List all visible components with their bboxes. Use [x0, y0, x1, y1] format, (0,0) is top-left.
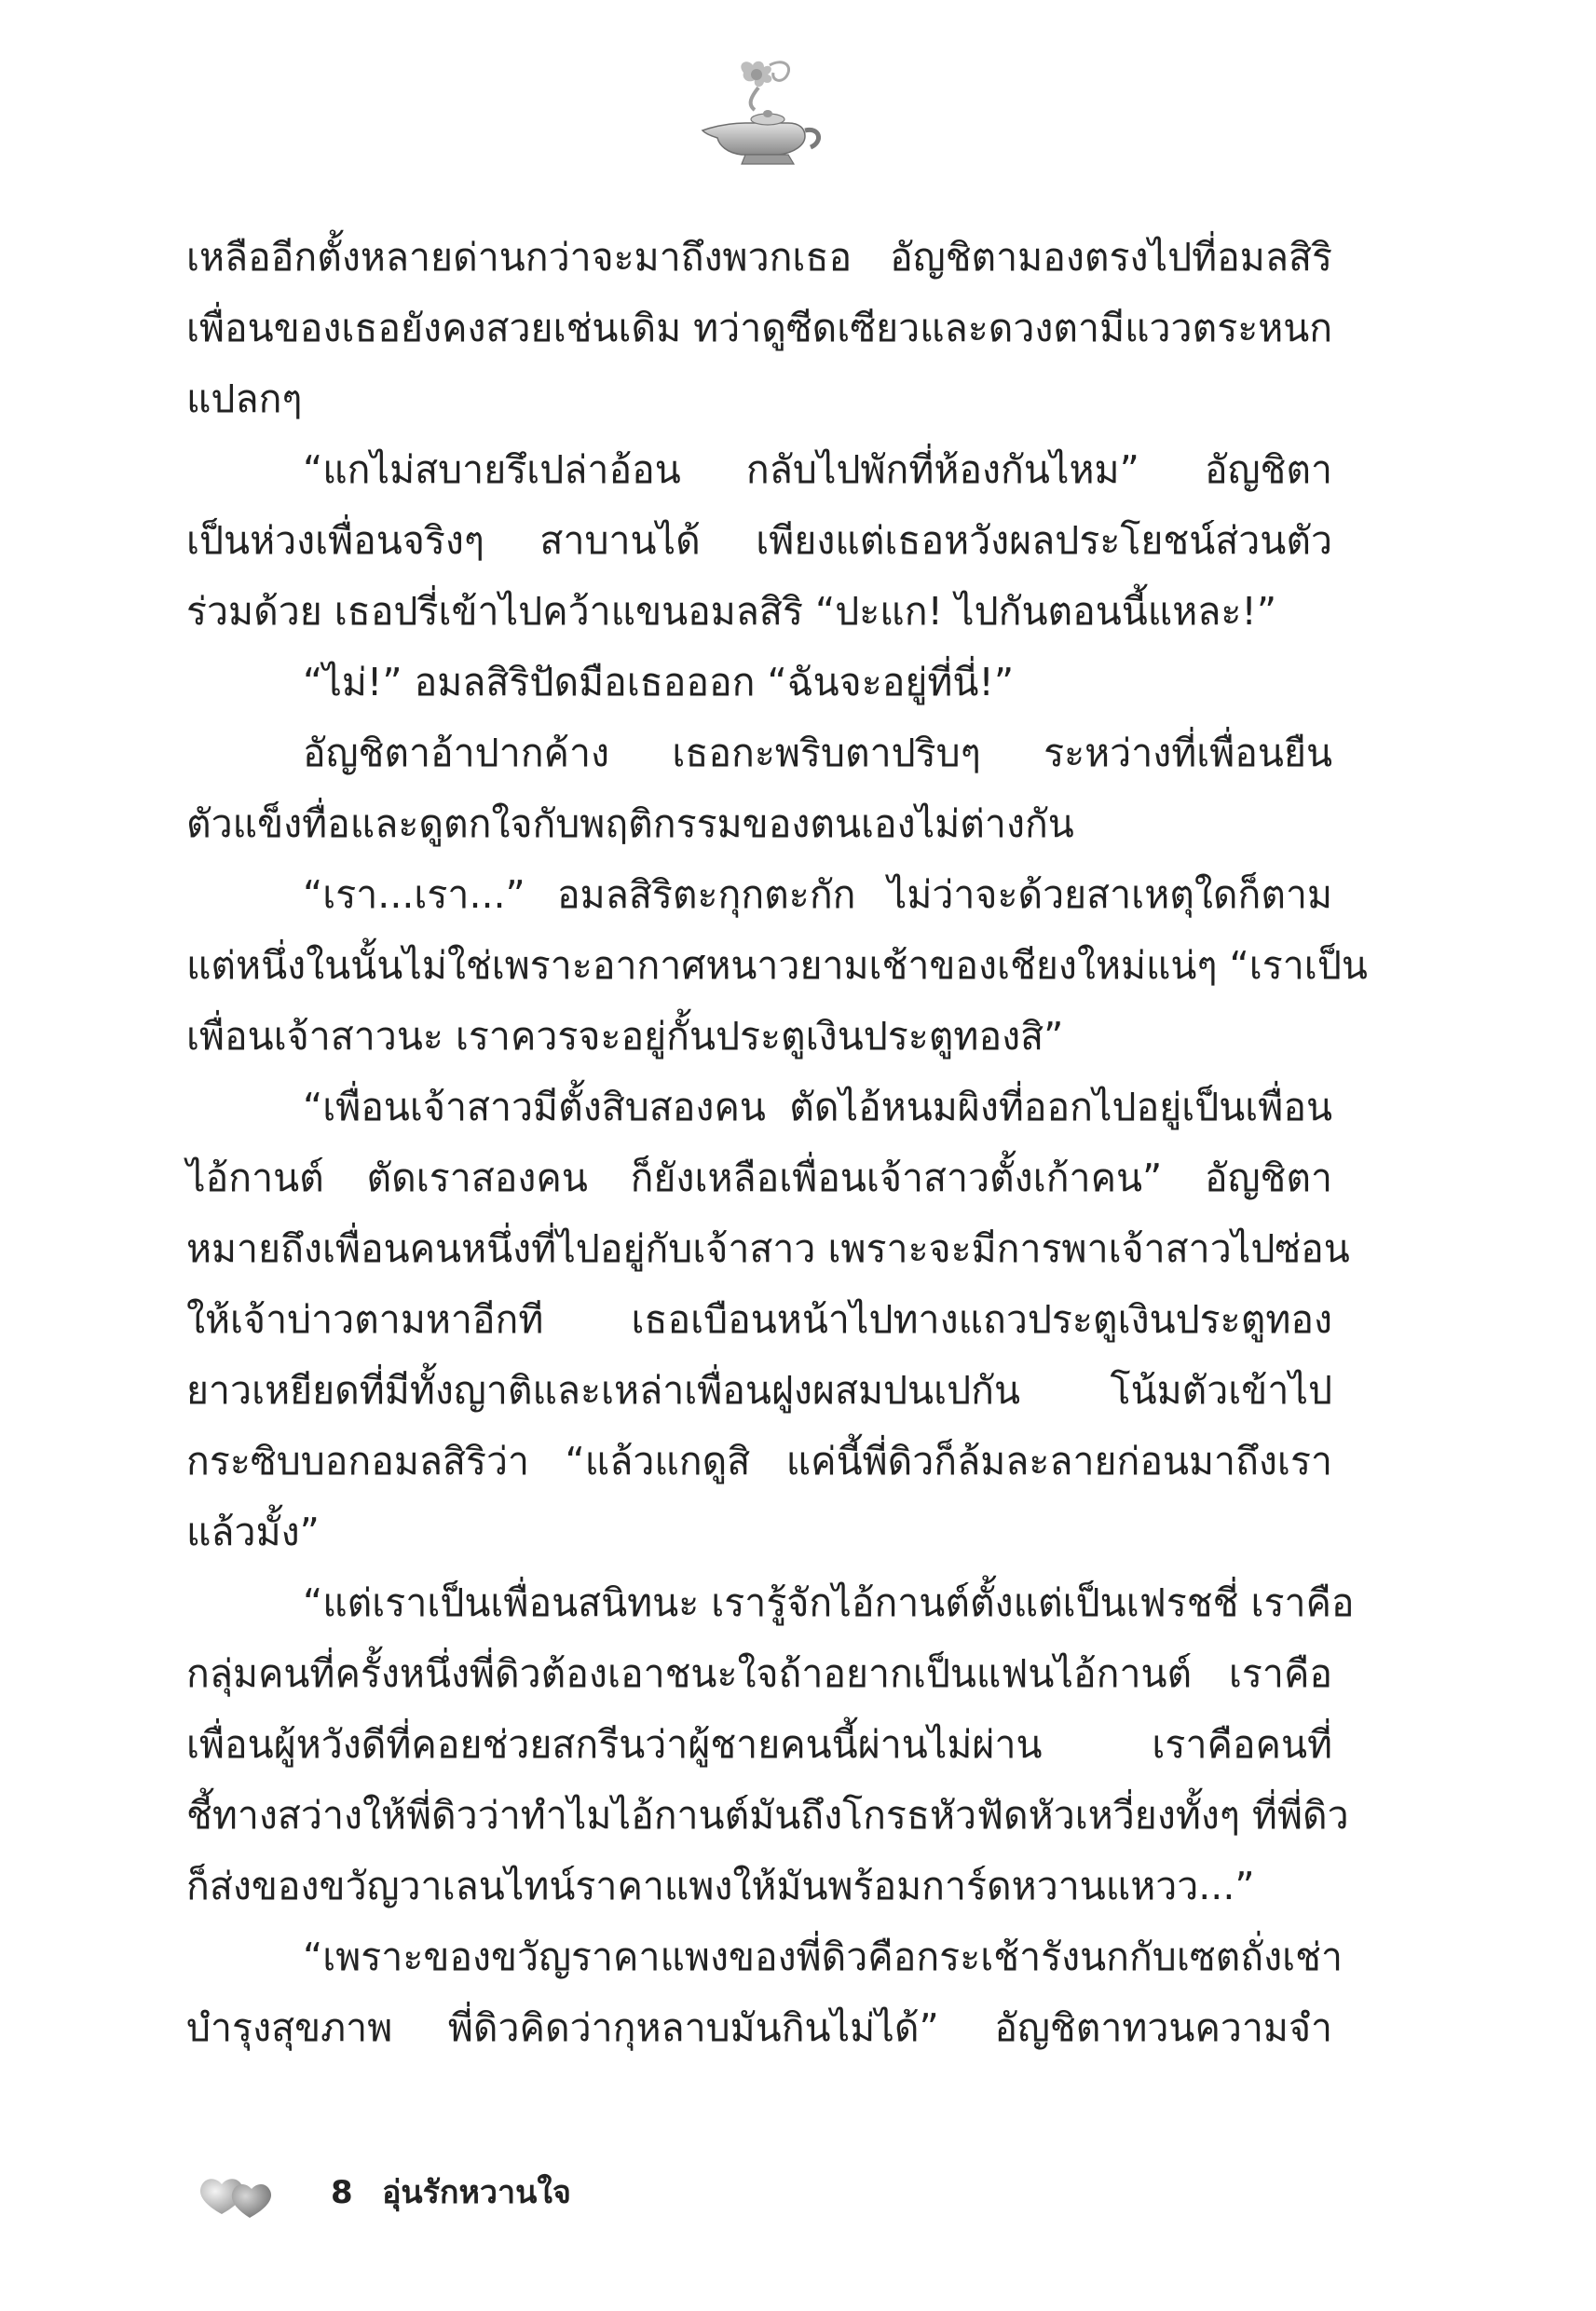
text-line: ไอ้กานต์ ตัดเราสองคน ก็ยังเหลือเพื่อนเจ้าสาวตั้งเก้าคน” อัญชิตา — [186, 1156, 1332, 1200]
text-line: หมายถึงเพื่อนคนหนึ่งที่ไปอยู่กับเจ้าสาว เพราะจะมีการพาเจ้าสาวไปซ่อน — [186, 1226, 1350, 1271]
genie-lamp-fairy-icon — [689, 56, 829, 172]
text-line: เป็นห่วงเพื่อนจริงๆ สาบานได้ เพียงแต่เธอหวังผลประโยชน์ส่วนตัว — [186, 518, 1332, 563]
text-line: “แต่เราเป็นเพื่อนสนิทนะ เรารู้จักไอ้กานต์ตั้งแต่เป็นเฟรชชี่ เราคือ — [303, 1580, 1355, 1625]
text-line: ยาวเหยียดที่มีทั้งญาติและเหล่าเพื่อนฝูงผสมปนเปกัน โน้มตัวเข้าไป — [186, 1368, 1332, 1413]
text-line: ให้เจ้าบ่าวตามหาอีกที เธอเบือนหน้าไปทางแถวประตูเงินประตูทอง — [186, 1297, 1332, 1342]
page-footer — [196, 2160, 848, 2225]
text-line: ร่วมด้วย เธอปรี่เข้าไปคว้าแขนอมลสิริ “ปะแก! ไปกันตอนนี้แหละ!” — [186, 589, 1277, 634]
text-line: “เรา...เรา...” อมลสิริตะกุกตะกัก ไม่ว่าจะด้วยสาเหตุใดก็ตาม — [303, 872, 1332, 917]
text-line: อัญชิตาอ้าปากค้าง เธอกะพริบตาปริบๆ ระหว่างที่เพื่อนยืน — [303, 731, 1332, 775]
text-line: “แกไม่สบายรึเปล่าอ้อน กลับไปพักที่ห้องกันไหม” อัญชิตา — [303, 447, 1332, 492]
text-line: แต่หนึ่งในนั้นไม่ใช่เพราะอากาศหนาวยามเช้าของเชียงใหม่แน่ๆ “เราเป็น — [186, 943, 1368, 988]
text-line: บำรุงสุขภาพ พี่ดิวคิดว่ากุหลาบมันกินไม่ได้” อัญชิตาทวนความจำ — [186, 2005, 1332, 2050]
paragraph-lines — [186, 222, 1368, 2063]
text-line: ตัวแข็งทื่อและดูตกใจกับพฤติกรรมของตนเองไม่ต่างกัน — [186, 801, 1074, 846]
text-line: ชี้ทางสว่างให้พี่ดิวว่าทำไมไอ้กานต์มันถึงโกรธหัวฟัดหัวเหวี่ยงทั้งๆ ที่พี่ดิว — [186, 1793, 1349, 1838]
text-line: ก็ส่งของขวัญวาเลนไทน์ราคาแพงให้มันพร้อมการ์ดหวานแหวว...” — [186, 1864, 1255, 1908]
text-line: เพื่อนเจ้าสาวนะ เราควรจะอยู่กั้นประตูเงินประตูทองสิ” — [186, 1014, 1064, 1059]
text-line: “ไม่!” อมลสิริปัดมือเธอออก “ฉันจะอยู่ที่นี่!” — [303, 660, 1015, 704]
twin-hearts-icon — [196, 2167, 280, 2220]
text-line: เหลืออีกตั้งหลายด่านกว่าจะมาถึงพวกเธอ อัญชิตามองตรงไปที่อมลสิริ — [186, 235, 1332, 280]
text-line: กระซิบบอกอมลสิริว่า “แล้วแกดูสิ แค่นี้พี่ดิวก็ล้มละลายก่อนมาถึงเรา — [186, 1439, 1332, 1484]
text-line: เพื่อนของเธอยังคงสวยเช่นเดิม ทว่าดูซีดเซียวและดวงตามีแววตระหนก — [186, 306, 1333, 350]
book-title: อุ่นรักหวานใจ — [382, 2174, 571, 2211]
body-text — [186, 222, 1368, 2063]
text-line: แปลกๆ — [186, 376, 303, 421]
text-line: เพื่อนผู้หวังดีที่คอยช่วยสกรีนว่าผู้ชายคนนี้ผ่านไม่ผ่าน เราคือคนที่ — [186, 1722, 1332, 1767]
text-line: “เพราะของขวัญราคาแพงของพี่ดิวคือกระเช้ารังนกกับเซตถั่งเช่า — [303, 1935, 1344, 1979]
page-number: 8 — [331, 2174, 353, 2211]
text-line: แล้วมั้ง” — [186, 1510, 320, 1554]
text-line: “เพื่อนเจ้าสาวมีตั้งสิบสองคน ตัดไอ้หนมผิงที่ออกไปอยู่เป็นเพื่อน — [303, 1085, 1332, 1129]
text-line: กลุ่มคนที่ครั้งหนึ่งพี่ดิวต้องเอาชนะใจถ้าอยากเป็นแฟนไอ้กานต์ เราคือ — [186, 1651, 1332, 1696]
